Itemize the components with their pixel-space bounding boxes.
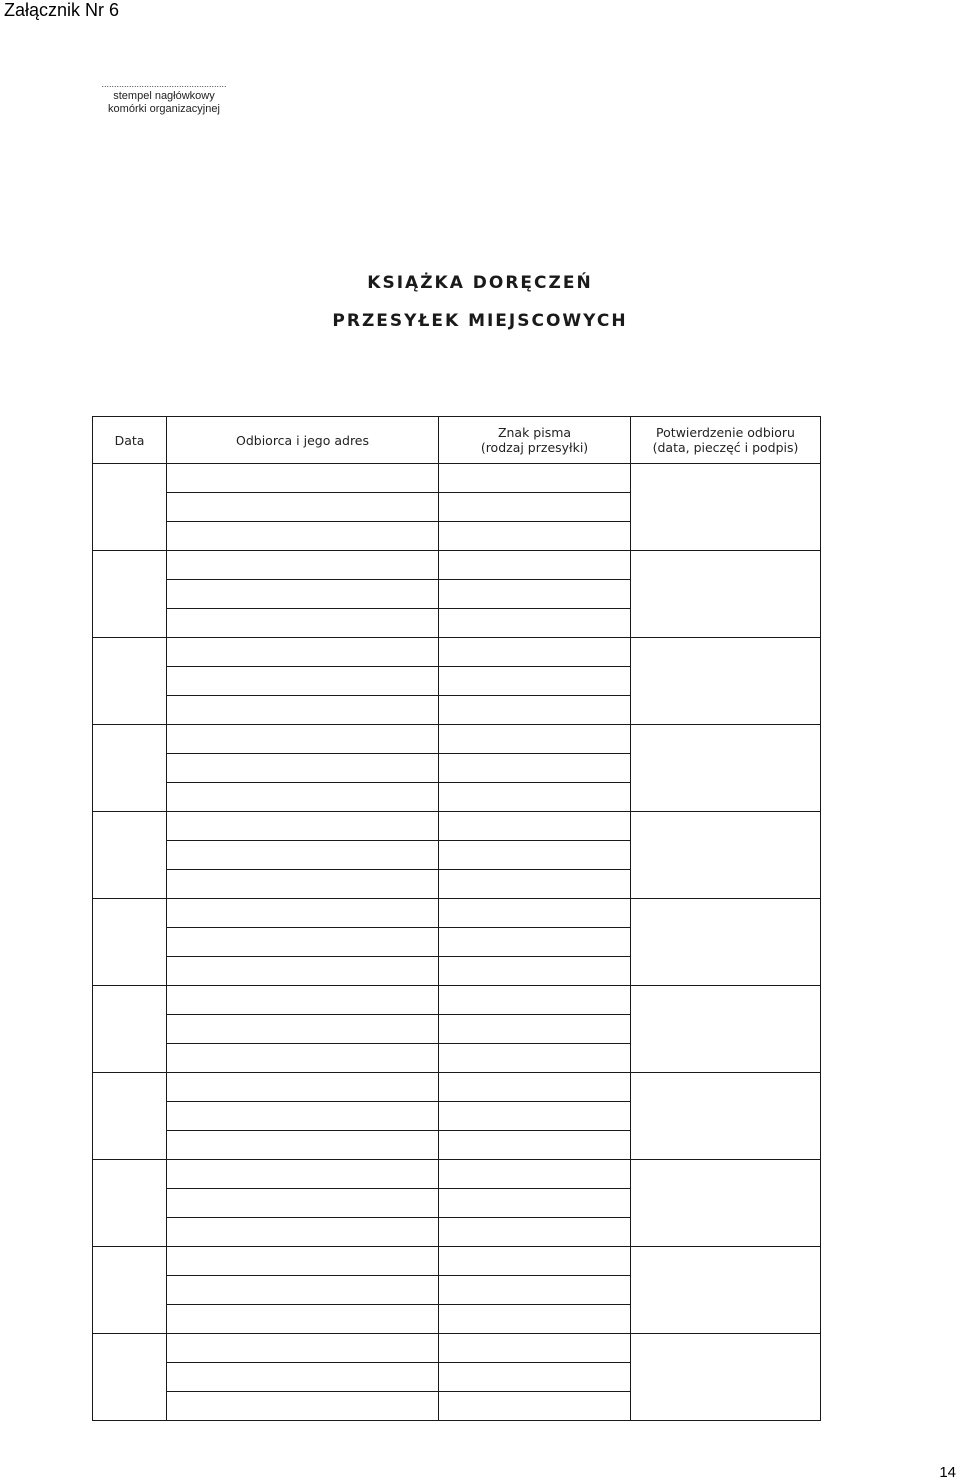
document-reference-cell[interactable] (439, 638, 631, 667)
table-row (93, 1160, 821, 1189)
recipient-address-cell[interactable] (167, 1276, 439, 1305)
recipient-address-cell[interactable] (167, 1247, 439, 1276)
document-reference-cell[interactable] (439, 928, 631, 957)
document-reference-cell[interactable] (439, 1160, 631, 1189)
recipient-address-cell[interactable] (167, 1102, 439, 1131)
column-header-confirmation (631, 417, 821, 464)
receipt-confirmation-cell[interactable] (631, 986, 821, 1073)
receipt-confirmation-cell[interactable] (631, 725, 821, 812)
recipient-address-cell[interactable] (167, 1305, 439, 1334)
letterhead-stamp-placeholder (84, 80, 244, 116)
recipient-address-cell[interactable] (167, 1218, 439, 1247)
title-line1: KSIĄŻKA DORĘCZEŃ (367, 273, 593, 293)
document-reference-cell[interactable] (439, 841, 631, 870)
document-reference-cell[interactable] (439, 609, 631, 638)
date-cell[interactable] (93, 812, 167, 899)
table-row (93, 1073, 821, 1102)
recipient-address-cell[interactable] (167, 1131, 439, 1160)
document-reference-cell[interactable] (439, 580, 631, 609)
document-reference-cell[interactable] (439, 1102, 631, 1131)
document-reference-cell[interactable] (439, 957, 631, 986)
document-reference-cell[interactable] (439, 1334, 631, 1363)
recipient-address-cell[interactable] (167, 928, 439, 957)
table-row (93, 899, 821, 928)
recipient-address-cell[interactable] (167, 493, 439, 522)
receipt-confirmation-cell[interactable] (631, 464, 821, 551)
document-reference-cell[interactable] (439, 1392, 631, 1421)
column-header-recipient (167, 417, 439, 464)
receipt-confirmation-cell[interactable] (631, 899, 821, 986)
attachment-label: Załącznik Nr 6 (4, 0, 120, 20)
document-reference-cell[interactable] (439, 1276, 631, 1305)
document-reference-cell[interactable] (439, 493, 631, 522)
document-reference-cell[interactable] (439, 696, 631, 725)
recipient-address-cell[interactable] (167, 580, 439, 609)
document-reference-cell[interactable] (439, 725, 631, 754)
date-cell[interactable] (93, 638, 167, 725)
document-reference-cell[interactable] (439, 1131, 631, 1160)
recipient-address-cell[interactable] (167, 986, 439, 1015)
document-reference-cell[interactable] (439, 754, 631, 783)
receipt-confirmation-cell[interactable] (631, 1247, 821, 1334)
recipient-address-cell[interactable] (167, 1392, 439, 1421)
receipt-confirmation-cell[interactable] (631, 551, 821, 638)
table-row (93, 464, 821, 493)
date-cell[interactable] (93, 1160, 167, 1247)
title-line2: PRZESYŁEK MIEJSCOWYCH (332, 311, 628, 331)
recipient-address-cell[interactable] (167, 1015, 439, 1044)
document-reference-cell[interactable] (439, 1218, 631, 1247)
table-row (93, 638, 821, 667)
recipient-address-cell[interactable] (167, 464, 439, 493)
page-number: 14 (939, 1464, 956, 1481)
document-reference-cell[interactable] (439, 812, 631, 841)
recipient-address-cell[interactable] (167, 1044, 439, 1073)
document-reference-cell[interactable] (439, 1363, 631, 1392)
recipient-address-cell[interactable] (167, 1189, 439, 1218)
stamp-dotted-line: .................................................. (101, 80, 227, 89)
recipient-address-cell[interactable] (167, 812, 439, 841)
recipient-address-cell[interactable] (167, 1334, 439, 1363)
delivery-ledger-table (92, 416, 821, 1421)
document-reference-cell[interactable] (439, 551, 631, 580)
table-row (93, 551, 821, 580)
recipient-address-cell[interactable] (167, 899, 439, 928)
ledger-body (93, 464, 821, 1421)
recipient-address-cell[interactable] (167, 841, 439, 870)
table-row (93, 725, 821, 754)
recipient-address-cell[interactable] (167, 1160, 439, 1189)
column-header-reference-label: Znak pisma (497, 425, 572, 440)
document-reference-cell[interactable] (439, 1073, 631, 1102)
stamp-caption-line2: komórki organizacyjnej (108, 103, 220, 115)
column-header-recipient-label: Odbiorca i jego adres (235, 432, 370, 448)
recipient-address-cell[interactable] (167, 725, 439, 754)
date-cell[interactable] (93, 1334, 167, 1421)
recipient-address-cell[interactable] (167, 1363, 439, 1392)
date-cell[interactable] (93, 1073, 167, 1160)
recipient-address-cell[interactable] (167, 870, 439, 899)
receipt-confirmation-cell[interactable] (631, 638, 821, 725)
document-reference-cell[interactable] (439, 1305, 631, 1334)
table-header-row (93, 417, 821, 464)
date-cell[interactable] (93, 899, 167, 986)
document-reference-cell[interactable] (439, 986, 631, 1015)
recipient-address-cell[interactable] (167, 522, 439, 551)
recipient-address-cell[interactable] (167, 696, 439, 725)
date-cell[interactable] (93, 986, 167, 1073)
column-header-reference-sublabel: (rodzaj przesyłki) (480, 440, 589, 455)
table-row (93, 812, 821, 841)
document-reference-cell[interactable] (439, 464, 631, 493)
date-cell[interactable] (93, 464, 167, 551)
recipient-address-cell[interactable] (167, 783, 439, 812)
receipt-confirmation-cell[interactable] (631, 1160, 821, 1247)
column-header-confirmation-sublabel: (data, pieczęć i podpis) (652, 440, 799, 455)
document-reference-cell[interactable] (439, 1189, 631, 1218)
recipient-address-cell[interactable] (167, 551, 439, 580)
receipt-confirmation-cell[interactable] (631, 1334, 821, 1421)
date-cell[interactable] (93, 1247, 167, 1334)
column-header-confirmation-label: Potwierdzenie odbioru (656, 425, 795, 440)
date-cell[interactable] (93, 725, 167, 812)
stamp-caption-line1: stempel nagłówkowy (113, 90, 215, 102)
receipt-confirmation-cell[interactable] (631, 812, 821, 899)
column-header-date (93, 417, 167, 464)
date-cell[interactable] (93, 551, 167, 638)
document-reference-cell[interactable] (439, 522, 631, 551)
document-reference-cell[interactable] (439, 783, 631, 812)
recipient-address-cell[interactable] (167, 957, 439, 986)
receipt-confirmation-cell[interactable] (631, 1073, 821, 1160)
table-row (93, 1247, 821, 1276)
column-header-reference (439, 417, 631, 464)
document-reference-cell[interactable] (439, 1044, 631, 1073)
table-row (93, 986, 821, 1015)
document-reference-cell[interactable] (439, 870, 631, 899)
document-reference-cell[interactable] (439, 667, 631, 696)
table-row (93, 1334, 821, 1363)
recipient-address-cell[interactable] (167, 1073, 439, 1102)
document-reference-cell[interactable] (439, 1015, 631, 1044)
recipient-address-cell[interactable] (167, 667, 439, 696)
column-header-date-label: Data (114, 432, 145, 448)
recipient-address-cell[interactable] (167, 609, 439, 638)
recipient-address-cell[interactable] (167, 638, 439, 667)
recipient-address-cell[interactable] (167, 754, 439, 783)
document-title (0, 270, 960, 334)
document-reference-cell[interactable] (439, 1247, 631, 1276)
document-reference-cell[interactable] (439, 899, 631, 928)
